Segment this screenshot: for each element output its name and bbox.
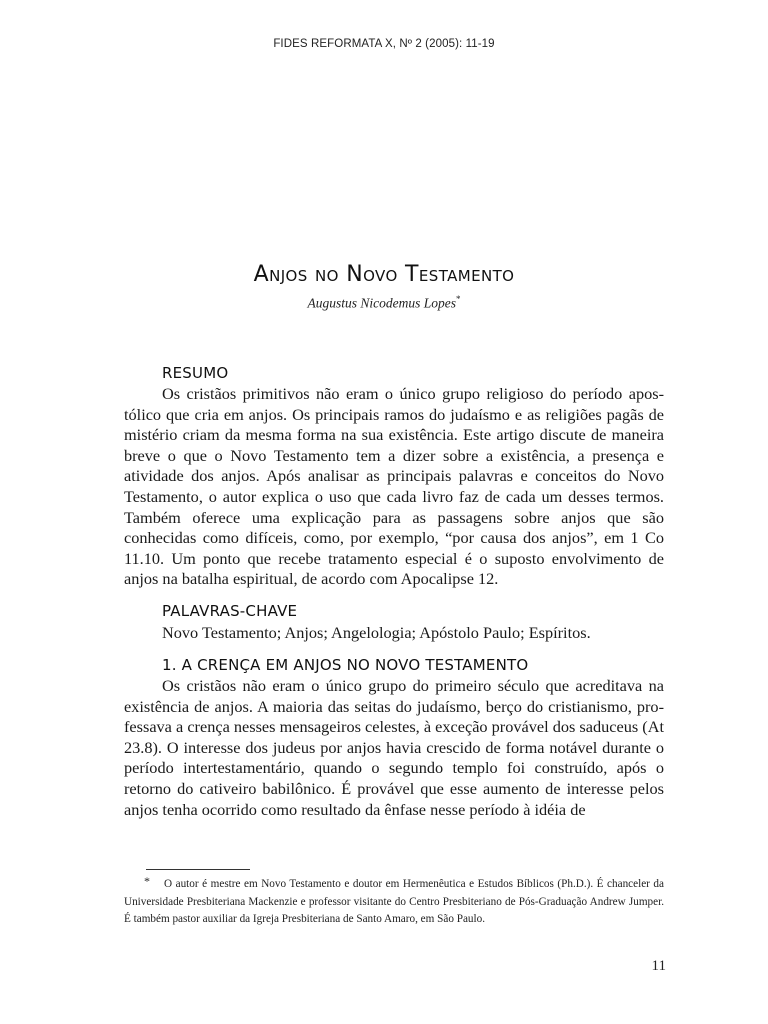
keywords-heading: PALAVRAS-CHAVE xyxy=(162,601,298,620)
footnote-marker: * xyxy=(144,874,150,888)
page-number: 11 xyxy=(651,958,666,974)
footnote xyxy=(124,873,664,929)
section-text: Os cristãos não eram o único grupo do primeiro século que acreditava na existência de anjos. A maioria das seitas do judaísmo, berço do cristianismo, professava a crença nesses mensageiros celestes, à exceção provável dos saduceus (At 23.8). O interesse dos judeus por anjos havia crescido de forma notável durante o período intertestamentário, quando o segundo templo foi construído, após o retorno do cativeiro babilônico. É provável que esse aumento de interesse pelos anjos tenha ocorrido como resultado da ênfase nesse período à idéia de xyxy=(124,675,664,819)
author-footnote-marker: * xyxy=(456,294,461,304)
author-line xyxy=(0,294,768,312)
footnote-divider xyxy=(146,869,250,870)
footnote-text: O autor é mestre em Novo Testamento e doutor em Hermenêutica e Estudos Bíblicos (Ph.D.). É chanceler da Universidade Presbiteriana Mackenzie e professor visitante do Centro Presbiteriano de Pós-Graduação Andrew Jumper. É também pastor auxiliar da Igreja Presbiteriana de Santo Amaro, em São Paulo. xyxy=(124,878,664,925)
running-header: FIDES REFORMATA X, Nº 2 (2005): 11-19 xyxy=(273,38,495,50)
article-title: Anjos no Novo Testamento xyxy=(253,262,515,287)
abstract-heading: RESUMO xyxy=(162,364,229,382)
section-heading: 1. A CRENÇA EM ANJOS NO NOVO TESTAMENTO xyxy=(162,655,529,674)
article-body xyxy=(124,362,664,820)
author-name: Augustus Nicodemus Lopes xyxy=(307,295,456,311)
keywords-text: Novo Testamento; Anjos; Angelologia; Apóstolo Paulo; Espíritos. xyxy=(162,622,591,642)
abstract-text: Os cristãos primitivos não eram o único grupo religioso do período apostólico que cria em anjos. Os principais ramos do judaísmo e as religiões pagãs de mistério criam da mesma forma na sua existência. Este artigo discute de maneira breve o que o Novo Testamento tem a dizer sobre a existência, a presença e atividade dos anjos. Após analisar as principais palavras e conceitos do Novo Testamento, o autor explica o uso que cada livro faz de cada um desses termos. Também oferece uma explicação para as passagens sobre anjos que são conhecidas como difíceis, como, por exemplo, “por causa dos anjos”, em 1 Co 11.10. Um ponto que recebe tratamento especial é o suposto envolvimento de anjos na batalha espiritual, de acordo com Apocalipse 12. xyxy=(124,384,664,589)
